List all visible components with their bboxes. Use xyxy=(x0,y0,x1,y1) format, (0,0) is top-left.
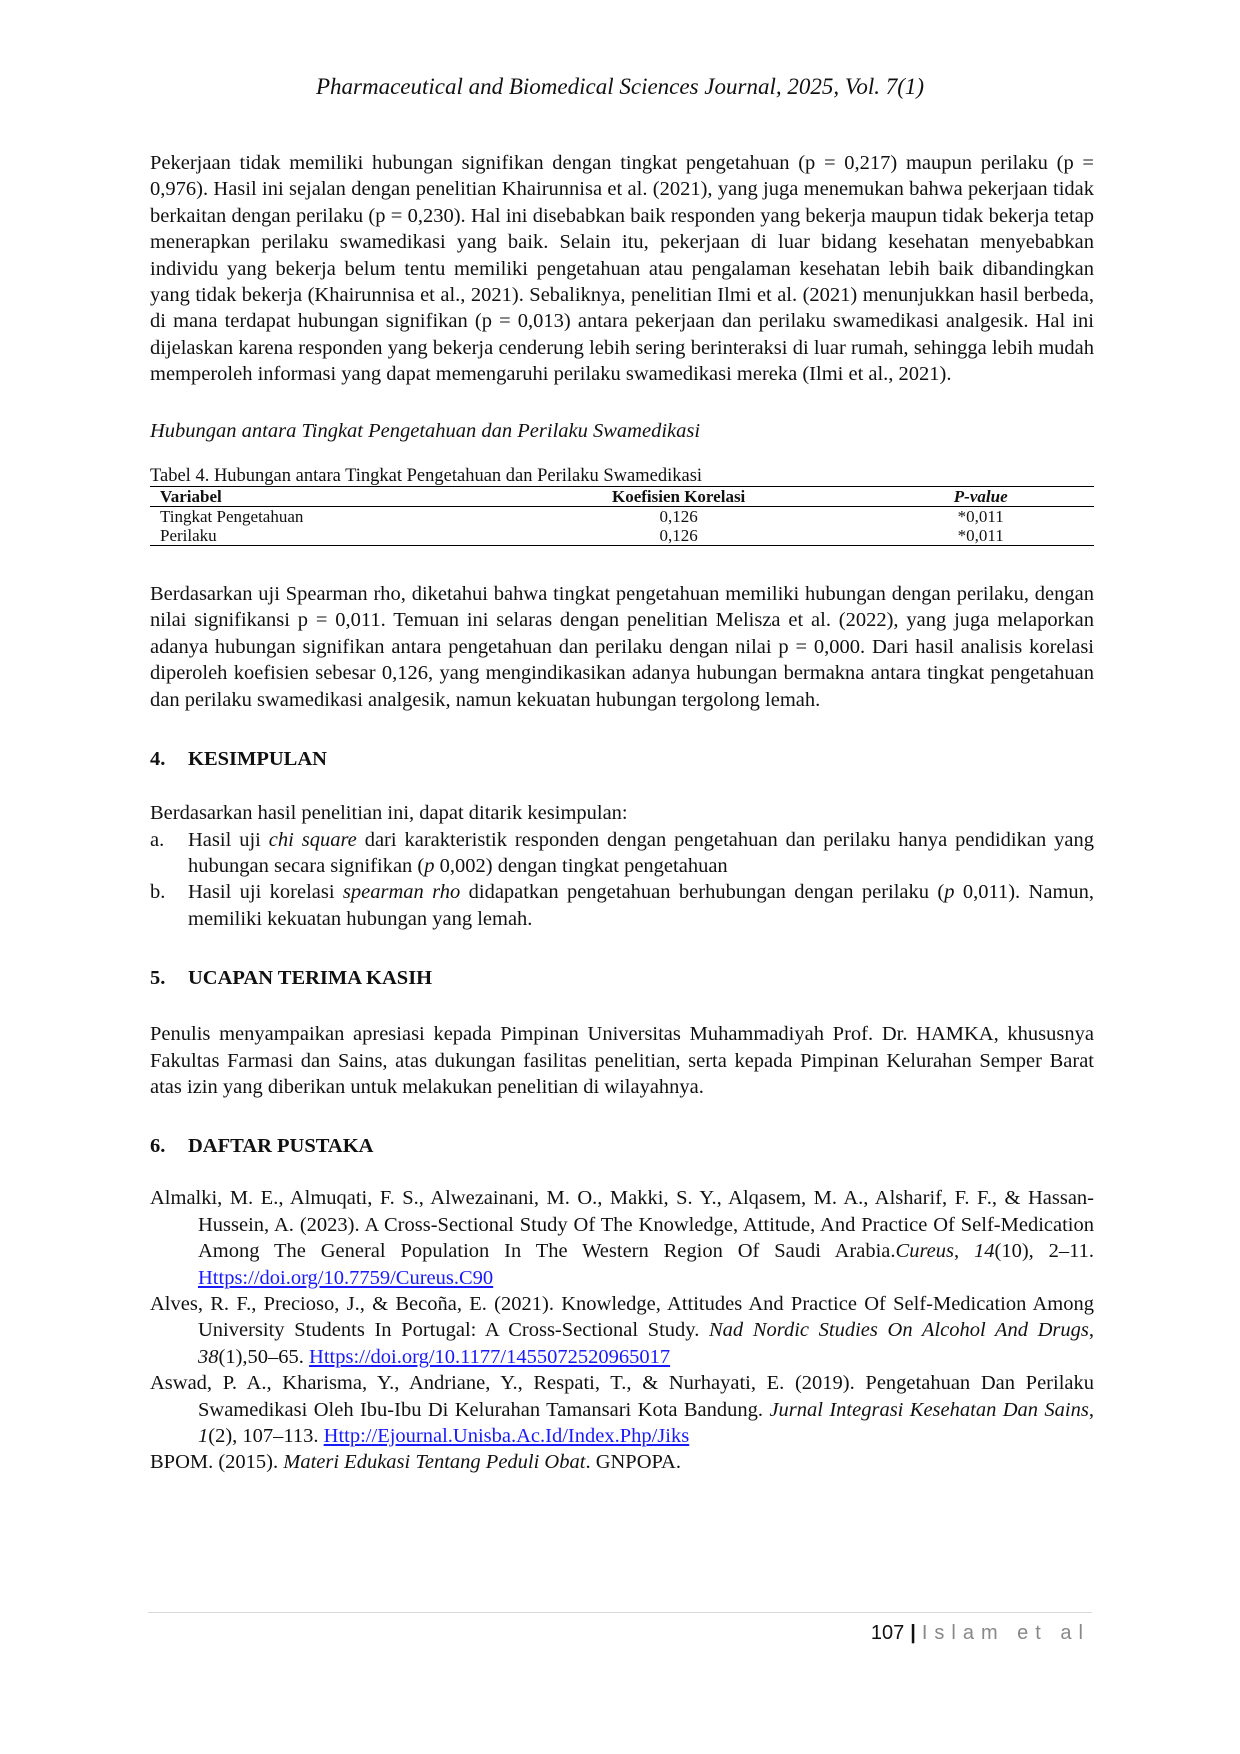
section-title: KESIMPULAN xyxy=(188,748,327,771)
section-number: 5. xyxy=(150,967,166,990)
table-cell: 0,126 xyxy=(659,526,698,546)
list-label: a. xyxy=(150,828,165,851)
doi-link[interactable]: Https://doi.org/10.7759/Cureus.C90 xyxy=(198,1266,494,1289)
table-cell: Perilaku xyxy=(160,526,217,546)
section-number: 6. xyxy=(150,1135,166,1158)
table-header-row xyxy=(150,487,1094,507)
reference-item: BPOM. (2015). Materi Edukasi Tentang Peduli Obat. GNPOPA. xyxy=(150,1451,681,1474)
table-cell: *0,011 xyxy=(957,507,1004,527)
footer-divider xyxy=(148,1612,1092,1613)
paragraph-spearman: Berdasarkan uji Spearman rho, diketahui bahwa tingkat pengetahuan memiliki hubungan dengan perilaku, dengan nilai signifikansi p = 0,011. Temuan ini selaras dengan penelitian Melisza et al. (2022), yang juga melaporkan adanya hubungan signifikan antara pengetahuan dan perilaku dengan nilai p = 0,000. Dari hasil analisis korelasi diperoleh koefisien sebesar 0,126, yang mengindikasikan adanya hubungan bermakna antara tingkat pengetahuan dan perilaku swamedikasi analgesik, namun kekuatan hubungan tergolong lemah. xyxy=(150,583,1094,711)
table-row xyxy=(150,507,1094,527)
acknowledgement-paragraph: Penulis menyampaikan apresiasi kepada Pimpinan Universitas Muhammadiyah Prof. Dr. HAMKA, khususnya Fakultas Farmasi dan Sains, atas dukungan fasilitas penelitian, serta kepada Pimpinan Kelurahan Semper Barat atas izin yang diberikan untuk melakukan penelitian di wilayahnya. xyxy=(150,1023,1094,1098)
page-body xyxy=(150,150,1094,1476)
doi-link[interactable]: Https://doi.org/10.1177/1455072520965017 xyxy=(309,1345,671,1368)
reference-item: Alves, R. F., Precioso, J., & Becoña, E. (2021). Knowledge, Attitudes And Practice Of Self-Medication Among University Students In Portugal: A Cross-Sectional Study. Nad Nordic Studies On Alcohol And Drugs, 38(1),50–65. Https://doi.org/10.1177/1455072520965017 xyxy=(150,1292,1094,1368)
table-cell: 0,126 xyxy=(659,507,698,527)
section-number: 4. xyxy=(150,748,166,771)
list-text: Hasil uji chi square dari karakteristik responden dengan pengetahuan dan perilaku hanya pendidikan yang hubungan secara signifikan (p 0,002) dengan tingkat pengetahuan xyxy=(188,828,1094,877)
journal-link[interactable]: Http://Ejournal.Unisba.Ac.Id/Index.Php/Jiks xyxy=(323,1425,690,1447)
col-header-p-value: P-value xyxy=(867,487,1094,507)
list-item xyxy=(150,827,1094,880)
table-cell: Tingkat Pengetahuan xyxy=(160,507,304,527)
list-label: b. xyxy=(150,881,166,904)
conclusion-list xyxy=(150,827,1094,933)
conclusion-intro: Berdasarkan hasil penelitian ini, dapat ditarik kesimpulan: xyxy=(150,802,628,825)
journal-header: Pharmaceutical and Biomedical Sciences Journal, 2025, Vol. 7(1) xyxy=(315,74,925,99)
correlation-table xyxy=(150,486,1094,546)
section-heading-kesimpulan xyxy=(150,746,1094,772)
footer-separator: | xyxy=(910,1622,916,1644)
page-footer xyxy=(871,1622,1090,1645)
reference-item: Almalki, M. E., Almuqati, F. S., Alwezainani, M. O., Makki, S. Y., Alqasem, M. A., Alsharif, F. F., & Hassan-Hussein, A. (2023). A Cross-Sectional Study Of The Knowledge, Attitude, And Practice Of Self-Medication Among The General Population In The Western Region Of Saudi Arabia.Cureus, 14(10), 2–11. Https://doi.org/10.7759/Cureus.C90 xyxy=(150,1187,1095,1289)
table-cell: *0,011 xyxy=(957,526,1004,546)
col-header-variabel: Variabel xyxy=(150,487,490,507)
reference-list xyxy=(150,1185,1094,1475)
table-row xyxy=(150,526,1094,546)
paragraph-pekerjaan: Pekerjaan tidak memiliki hubungan signifikan dengan tingkat pengetahuan (p = 0,217) maupun perilaku (p = 0,976). Hasil ini sejalan dengan penelitian Khairunnisa et al. (2021), yang juga menemukan bahwa pekerjaan tidak berkaitan dengan perilaku (p = 0,230). Hal ini disebabkan baik responden yang bekerja maupun tidak bekerja tetap menerapkan perilaku swamedikasi yang baik. Selain itu, pekerjaan di luar bidang kesehatan menyebabkan individu yang bekerja belum tentu memiliki pengetahuan atau pengalaman kesehatan lebih baik dibandingkan yang tidak bekerja (Khairunnisa et al., 2021). Sebaliknya, penelitian Ilmi et al. (2021) menunjukkan hasil berbeda, di mana terdapat hubungan signifikan (p = 0,013) antara pekerjaan dan perilaku swamedikasi analgesik. Hal ini dijelaskan karena responden yang bekerja cenderung lebih sering berinteraksi di luar rumah, sehingga lebih mudah memperoleh informasi yang dapat memengaruhi perilaku swamedikasi mereka (Ilmi et al., 2021). xyxy=(150,152,1094,386)
table-caption: Tabel 4. Hubungan antara Tingkat Pengetahuan dan Perilaku Swamedikasi xyxy=(150,466,703,487)
section-title: DAFTAR PUSTAKA xyxy=(188,1135,374,1158)
list-text: Hasil uji korelasi spearman rho didapatkan pengetahuan berhubungan dengan perilaku (p 0,011). Namun, memiliki kekuatan hubungan yang lemah. xyxy=(188,881,1095,930)
reference-item: Aswad, P. A., Kharisma, Y., Andriane, Y., Respati, T., & Nurhayati, E. (2019). Pengetahuan Dan Perilaku Swamedikasi Oleh Ibu-Ibu Di Kelurahan Tamansari Kota Bandung. Jurnal Integrasi Kesehatan Dan Sains, 1(2), 107–113. Http://Ejournal.Unisba.Ac.Id/Index.Php/Jiks xyxy=(150,1372,1094,1447)
subheading-hubungan: Hubungan antara Tingkat Pengetahuan dan Perilaku Swamedikasi xyxy=(150,419,701,442)
section-heading-daftar-pustaka xyxy=(150,1133,1094,1159)
page-number: 107 xyxy=(870,1622,905,1644)
section-heading-ucapan xyxy=(150,965,1094,991)
section-title: UCAPAN TERIMA KASIH xyxy=(188,967,433,990)
footer-author: Islam et al xyxy=(921,1622,1090,1644)
col-header-koefisien: Koefisien Korelasi xyxy=(490,487,868,507)
list-item xyxy=(150,879,1094,932)
